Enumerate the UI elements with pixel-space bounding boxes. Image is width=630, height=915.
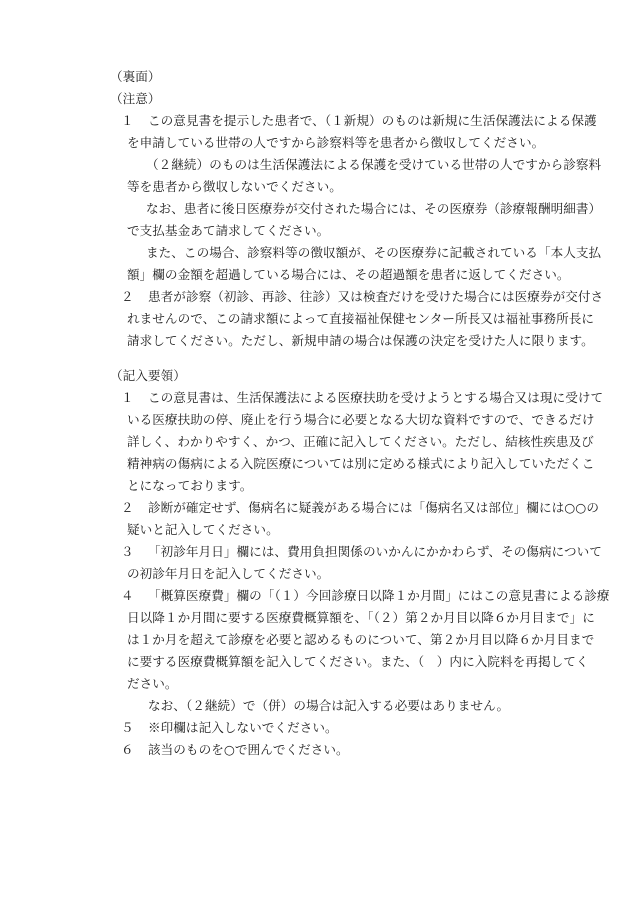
- item-text-line: 日以降１か月間に要する医療費概算額を、「（２）第２か月目以降６か月目まで」に: [127, 610, 595, 625]
- item-text-line: ※印欄は記入しないでください。: [148, 720, 338, 735]
- item-number: ６: [121, 742, 134, 757]
- item-text-line: いる医療扶助の停、廃止を行う場合に必要となる大切な資料ですので、できるだけ: [127, 412, 595, 427]
- notes-heading: （注意）: [110, 91, 161, 106]
- item-number: １: [121, 390, 134, 405]
- item-number: ２: [121, 500, 134, 515]
- item-text-line: 「初診年月日」欄には、費用負担関係のいかんにかかわらず、その傷病について: [148, 544, 602, 559]
- item-text-line: に要する医療費概算額を記入してください。また、（ ）内に入院料を再掲してく: [127, 654, 589, 669]
- item-text-line: （２継続）のものは生活保護法による保護を受けている世帯の人ですから診察料: [146, 157, 602, 172]
- item-text-line: 等を患者から徴収しないでください。: [127, 179, 342, 194]
- item-text-line: なお、（２継続）で（併）の場合は記入する必要はありません。: [148, 698, 510, 713]
- item-text-line: は１か月を超えて診療を必要と認めるものについて、第２か月目以降６か月目まで: [127, 632, 595, 647]
- item-number: １: [121, 113, 134, 128]
- item-text-line: この意見書は、生活保護法による医療扶助を受けようとする場合又は現に受けて: [148, 390, 604, 405]
- item-text-line: この意見書を提示した患者で、（１新規）のものは新規に生活保護法による保護: [148, 113, 597, 128]
- item-text-line: なお、患者に後日医療券が交付された場合には、その医療券（診療報酬明細書）: [146, 201, 602, 216]
- instructions-heading: （記入要領）: [110, 368, 186, 383]
- item-text-line: 請求してください。ただし、新規申請の場合は保護の決定を受けた人に限ります。: [127, 333, 594, 348]
- item-number: ３: [121, 544, 134, 559]
- item-text-line: で支払基金あて請求してください。: [127, 223, 330, 238]
- item-text-line: 詳しく、わかりやすく、かつ、正確に記入してください。ただし、結核性疾患及び: [127, 434, 594, 449]
- back-side-label: （裏面）: [110, 69, 161, 84]
- item-text-line: 診断が確定せず、傷病名に疑義がある場合には「傷病名又は部位」欄には○○の: [148, 500, 599, 515]
- item-number: ２: [121, 289, 134, 304]
- item-text-line: 精神病の傷病による入院医療については別に定める様式により記入していただくこ: [127, 456, 595, 471]
- item-text-line: 該当のものを○で囲んでください。: [148, 742, 349, 757]
- item-text-line: 疑いと記入してください。: [127, 522, 279, 537]
- item-text-line: また、この場合、診察料等の徴収額が、その医療券に記載されている「本人支払: [146, 245, 602, 260]
- item-text-line: 額」欄の金額を超過している場合には、その超過額を患者に返してください。: [127, 267, 570, 282]
- item-text-line: とになっております。: [127, 478, 253, 493]
- item-text-line: の初診年月日を記入してください。: [127, 566, 330, 581]
- item-text-line: れませんので、この請求額によって直接福祉保健センター所長又は福祉事務所長に: [127, 311, 595, 326]
- item-number: ４: [121, 588, 134, 603]
- item-text-line: 「概算医療費」欄の「（１）今回診療日以降１か月間」にはこの意見書による診療: [148, 588, 610, 603]
- item-text-line: 患者が診察（初診、再診、往診）又は検査だけを受けた場合には医療券が交付さ: [148, 289, 604, 304]
- item-number: ５: [121, 720, 134, 735]
- item-text-line: を申請している世帯の人ですから診察料等を患者から徴収してください。: [127, 135, 545, 150]
- item-text-line: ださい。: [127, 676, 178, 691]
